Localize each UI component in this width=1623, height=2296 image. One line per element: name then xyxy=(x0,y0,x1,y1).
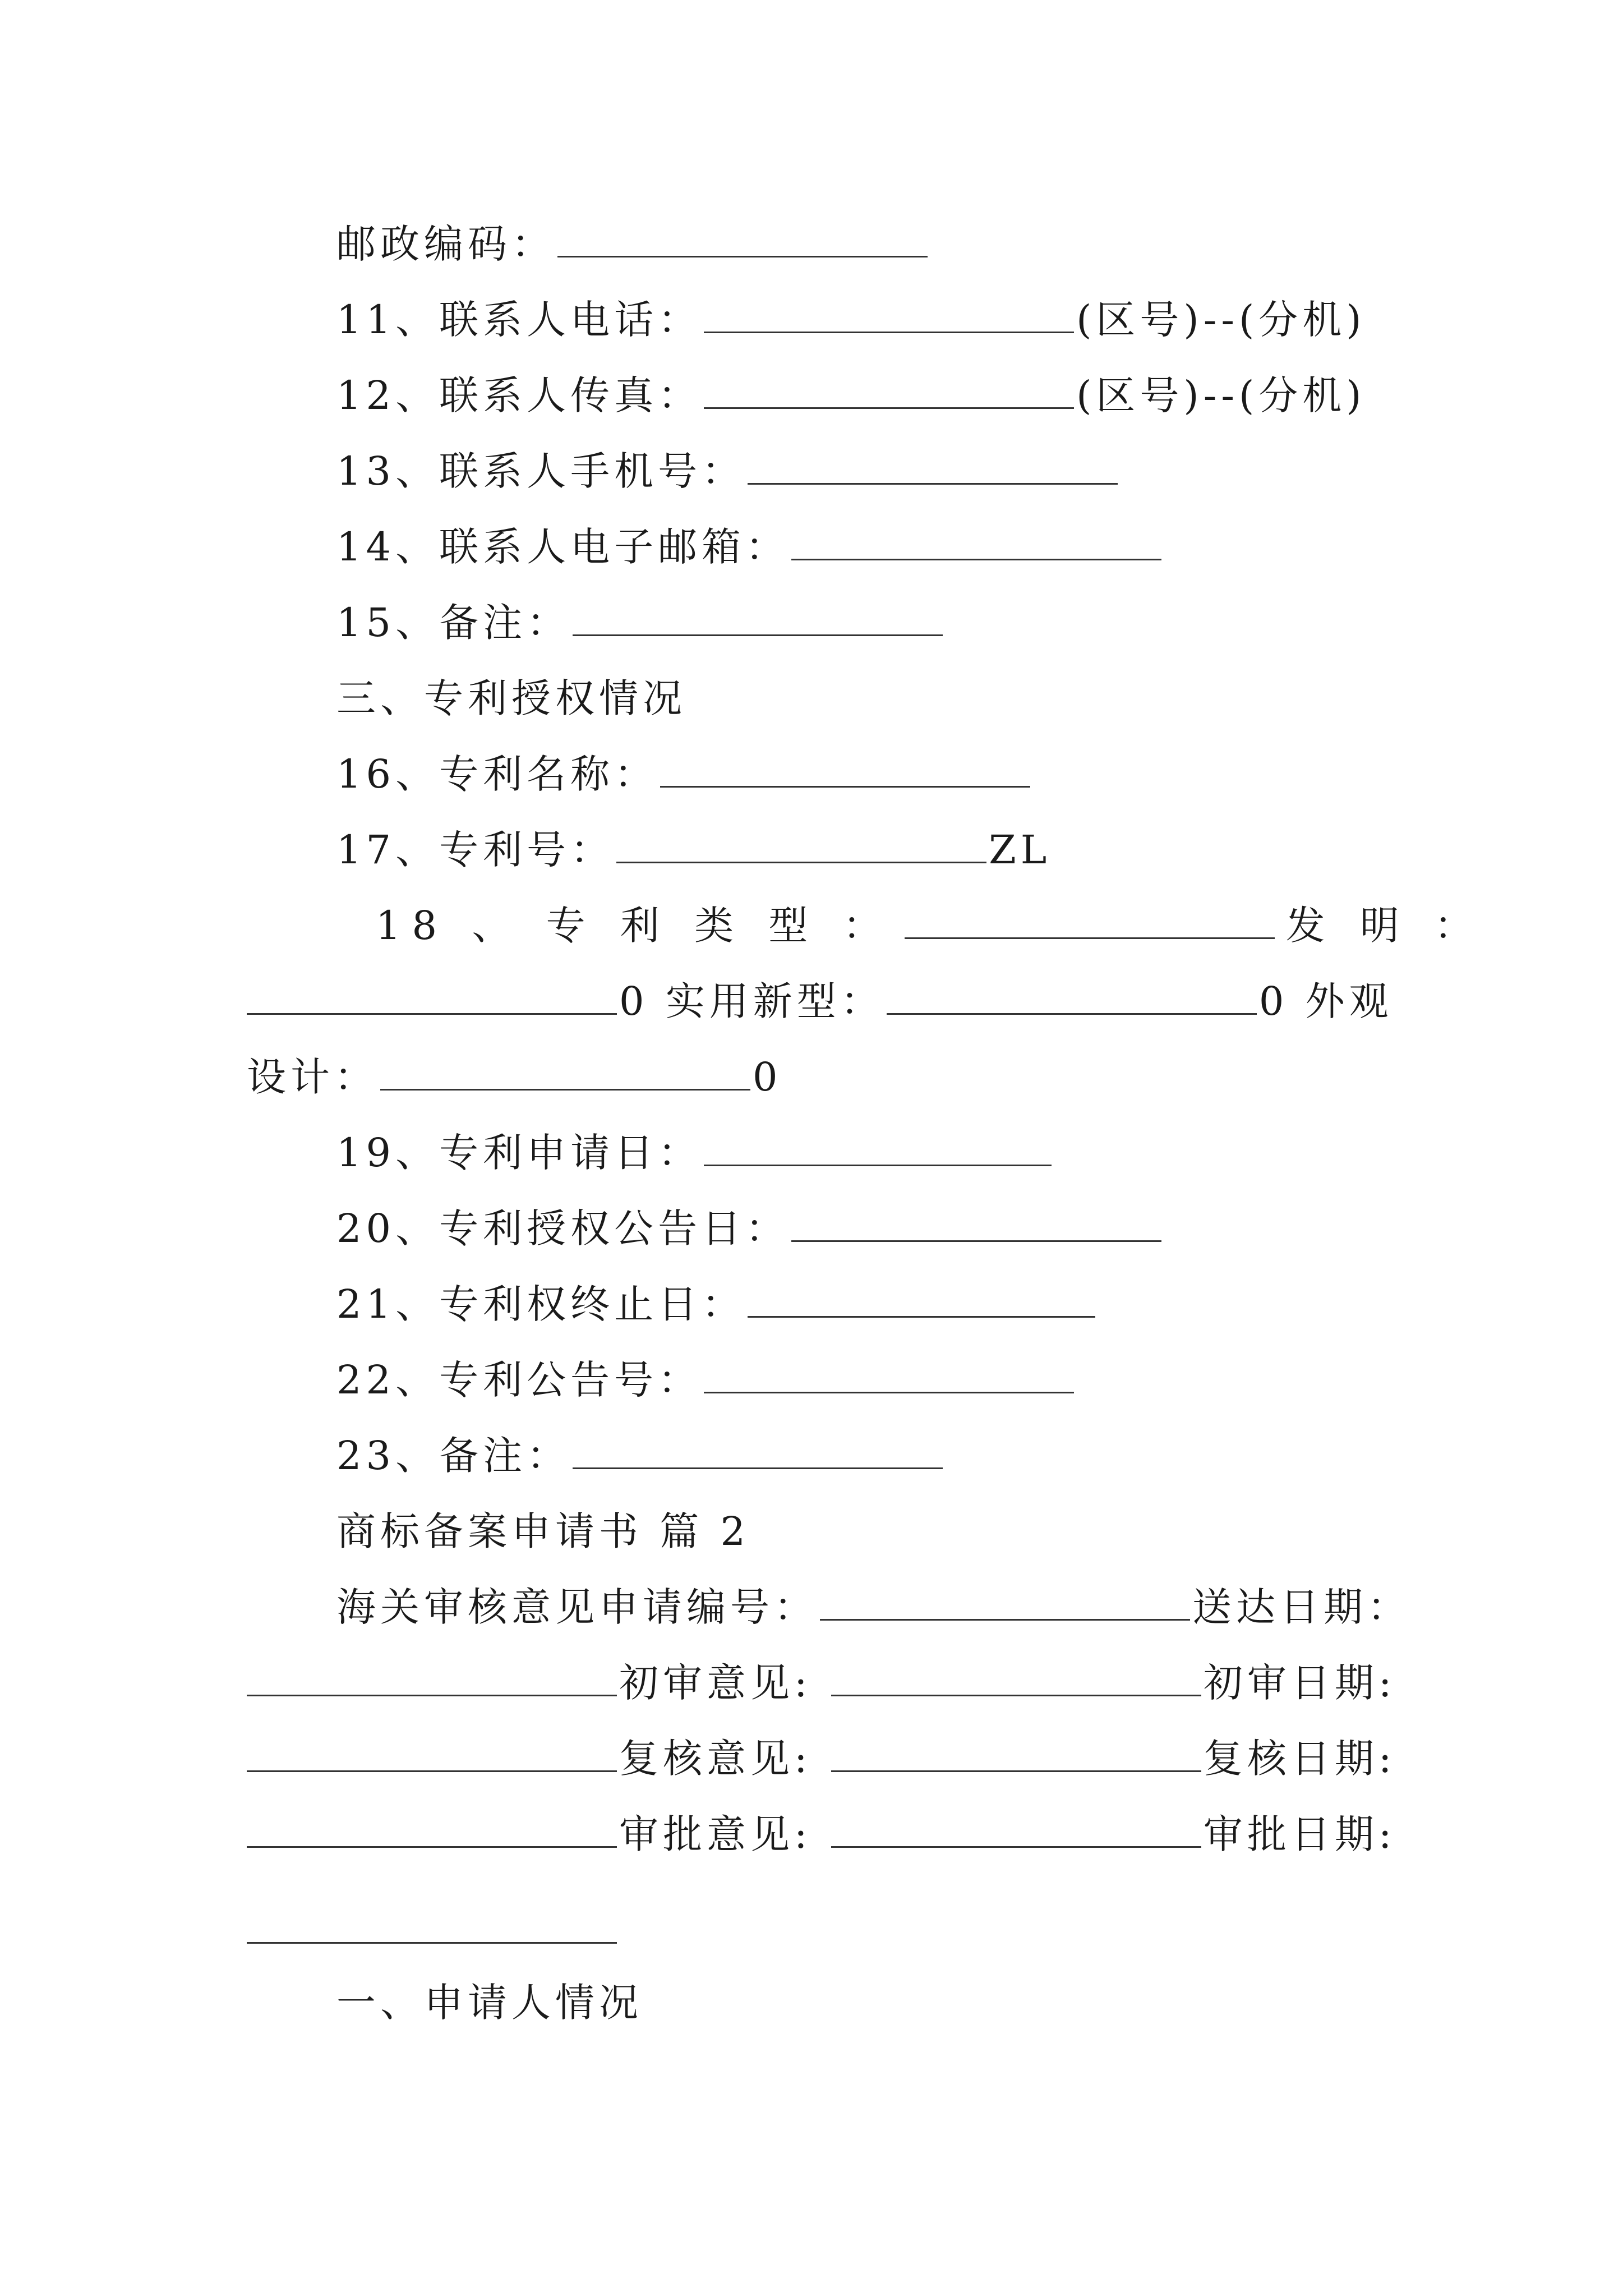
remarks-label-1: 15、备注： xyxy=(336,600,571,646)
contact-mobile-label: 13、联系人手机号： xyxy=(336,448,746,494)
invention-count-blank xyxy=(247,979,617,1015)
remarks-row-1 xyxy=(336,597,945,648)
patent-number-blank xyxy=(616,828,986,863)
utility-model-value: 0 xyxy=(1258,978,1289,1024)
contact-fax-blank xyxy=(704,374,1074,409)
customs-number-label: 海关审核意见申请编号： xyxy=(336,1584,818,1630)
termination-date-blank xyxy=(748,1282,1095,1318)
review-opinion-label: 复核意见: xyxy=(619,1736,812,1782)
contact-email-row xyxy=(336,522,1164,572)
postal-code-row xyxy=(336,219,930,269)
patent-type-label: 18 、 专 利 类 型 ： xyxy=(376,903,893,949)
design-label-part-1: 外观 xyxy=(1305,978,1393,1024)
document-2-heading xyxy=(336,1506,750,1557)
design-value: 0 xyxy=(753,1054,782,1100)
contact-fax-label: 12、联系人传真： xyxy=(336,372,702,418)
first-date-blank xyxy=(247,1737,617,1772)
announcement-number-row xyxy=(336,1355,1076,1405)
patent-name-row xyxy=(336,749,1032,799)
contact-phone-label: 11、联系人电话： xyxy=(336,297,702,343)
termination-date-label: 21、专利权终止日： xyxy=(336,1281,746,1327)
grant-announcement-date-label: 20、专利授权公告日： xyxy=(336,1205,790,1251)
remarks-blank-2 xyxy=(573,1434,943,1469)
patent-number-row xyxy=(336,825,1051,875)
customs-number-blank xyxy=(820,1585,1190,1621)
invention-count-value: 0 xyxy=(619,978,649,1024)
postal-code-blank xyxy=(557,222,928,257)
first-date-label: 初审日期: xyxy=(1203,1660,1396,1706)
application-date-blank xyxy=(704,1131,1052,1166)
first-opinion-label: 初审意见: xyxy=(619,1660,812,1706)
section-3-heading xyxy=(336,673,686,724)
patent-type-row xyxy=(376,900,1484,951)
contact-fax-suffix: (区号)--(分机) xyxy=(1076,372,1366,418)
announcement-number-label: 22、专利公告号： xyxy=(336,1357,702,1403)
grant-announcement-date-row xyxy=(336,1203,1164,1254)
contact-phone-blank xyxy=(704,298,1074,333)
patent-type-row-3 xyxy=(247,1052,782,1102)
approval-opinion-blank xyxy=(831,1812,1201,1848)
remarks-label-2: 23、备注： xyxy=(336,1433,571,1479)
contact-email-label: 14、联系人电子邮箱： xyxy=(336,524,790,570)
customs-number-row xyxy=(336,1582,1411,1632)
review-date-label: 复核日期: xyxy=(1203,1736,1396,1782)
approval-opinion-label: 审批意见: xyxy=(619,1811,812,1857)
delivery-date-label: 送达日期： xyxy=(1192,1584,1411,1630)
delivery-date-blank xyxy=(247,1661,617,1696)
patent-type-blank xyxy=(905,904,1275,939)
design-label-part-2: 设计： xyxy=(247,1054,378,1100)
contact-phone-suffix: (区号)--(分机) xyxy=(1076,297,1366,343)
postal-code-label: 邮政编码： xyxy=(336,221,555,267)
contact-fax-row xyxy=(336,370,1366,421)
termination-date-row xyxy=(336,1279,1098,1329)
patent-name-label: 16、专利名称： xyxy=(336,751,658,797)
utility-model-blank xyxy=(887,979,1257,1015)
contact-email-blank xyxy=(791,525,1161,560)
patent-number-suffix: ZL xyxy=(989,827,1052,873)
patent-type-row-2 xyxy=(247,976,1393,1027)
review-date-blank xyxy=(247,1812,617,1848)
document-2-title: 商标备案申请书 篇 2 xyxy=(336,1508,750,1554)
review-opinion-blank xyxy=(831,1737,1201,1772)
announcement-number-blank xyxy=(704,1358,1074,1393)
section-1-title: 一、申请人情况 xyxy=(336,1980,643,2026)
section-3-title: 三、专利授权情况 xyxy=(336,675,686,721)
approval-date-blank xyxy=(247,1942,617,1944)
approval-date-label: 审批日期: xyxy=(1203,1811,1396,1857)
first-review-row xyxy=(247,1658,1396,1708)
approval-row xyxy=(247,1809,1396,1860)
re-review-row xyxy=(247,1733,1396,1784)
remarks-blank-1 xyxy=(573,601,943,636)
section-1-heading xyxy=(336,1977,643,2028)
design-blank xyxy=(380,1055,750,1091)
contact-mobile-row xyxy=(336,446,1120,496)
patent-name-blank xyxy=(660,752,1030,788)
patent-type-invention: 发 明 ： xyxy=(1285,903,1485,949)
remarks-row-2 xyxy=(336,1430,945,1481)
application-date-row xyxy=(336,1128,1054,1178)
contact-phone-row xyxy=(336,295,1366,345)
application-date-label: 19、专利申请日： xyxy=(336,1130,702,1176)
contact-mobile-blank xyxy=(748,449,1118,485)
patent-number-label: 17、专利号： xyxy=(336,827,615,873)
utility-model-label: 实用新型： xyxy=(665,978,884,1024)
grant-announcement-date-blank xyxy=(791,1207,1161,1242)
first-opinion-blank xyxy=(831,1661,1201,1696)
